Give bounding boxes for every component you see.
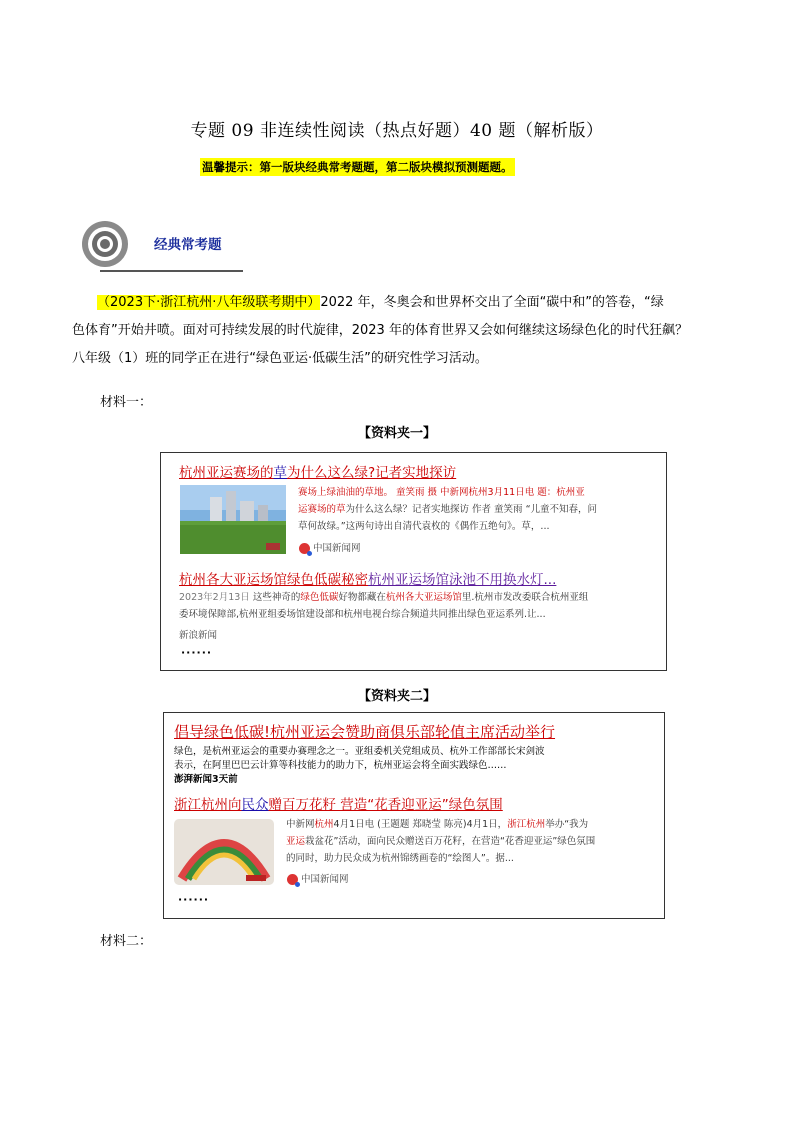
news-title-1[interactable]: 杭州亚运赛场的草为什么这么绿?记者实地探访 <box>179 465 457 481</box>
news-title-2[interactable]: 杭州各大亚运场馆绿色低碳秘密杭州亚运场馆泳池不用换水灯... <box>179 572 557 588</box>
section-divider <box>100 270 243 272</box>
page-title: 专题 09 非连续性阅读（热点好题）40 题（解析版） <box>190 121 604 141</box>
material-2-label: 材料二： <box>100 934 153 949</box>
news-source-3[interactable]: 澎湃新闻 <box>174 774 213 785</box>
intro-paragraph <box>97 289 737 317</box>
news-title-3[interactable]: 倡导绿色低碳!杭州亚运会赞助商俱乐部轮值主席活动举行 <box>174 723 556 741</box>
news-source-2[interactable]: 新浪新闻 <box>179 630 218 641</box>
news-snippet-2: 2023年2月13日 这些神奇的绿色低碳好物都藏在杭州各大亚运场馆里.杭州市发改委联合杭州亚组 委环境保障部,杭州亚组委场馆建设部和杭州电视台综合频道共同推出绿色亚运系列.让... <box>179 592 589 620</box>
intro-line-1: 2022 年，冬奥会和世界杯交出了全面“碳中和”的答卷，“绿 <box>320 295 664 310</box>
stadium-thumbnail <box>180 485 286 554</box>
ellipsis-2: ······ <box>178 893 210 906</box>
target-icon <box>80 219 130 269</box>
folder-1-label: 【资料夹一】 <box>357 426 436 441</box>
news-source-icon <box>287 874 298 885</box>
intro-line-2: 色体育”开始井喷。面对可持续发展的时代旋律，2023 年的体育世界又会如何继续这场绿色化的时代狂飙？ <box>72 323 688 338</box>
news-time-3: 3天前 <box>212 774 238 785</box>
intro-line-3: 八年级（1）班的同学正在进行“绿色亚运·低碳生活”的研究性学习活动。 <box>72 351 488 366</box>
folder-2-box <box>163 712 665 919</box>
flowers-thumbnail <box>174 819 274 885</box>
news-source-1[interactable]: 中国新闻网 <box>299 540 361 554</box>
folder-1-box <box>160 452 667 671</box>
ellipsis-1: ······ <box>181 646 213 659</box>
news-source-icon <box>299 543 310 554</box>
tip-banner: 温馨提示：第一版块经典常考题题，第二版块模拟预测题题。 <box>202 160 513 174</box>
section-label: 经典常考题 <box>154 237 222 253</box>
news-source-4[interactable]: 中国新闻网 <box>287 871 349 885</box>
news-snippet-4: 中新网杭州4月1日电 (王题题 郑晓莹 陈亮)4月1日，浙江杭州举办“我为 亚运栽盆花”活动，面向民众赠送百万花籽，在营造“花香迎亚运”绿色氛围 的同时，助力民众成为杭州锦绣画卷的“绘图人”。据... <box>286 819 596 864</box>
news-title-4[interactable]: 浙江杭州向民众赠百万花籽 营造“花香迎亚运”绿色氛围 <box>174 797 503 813</box>
source-tag: （2023下·浙江杭州·八年级联考期中） <box>97 295 321 310</box>
folder-2-label: 【资料夹二】 <box>357 689 436 704</box>
news-snippet-3: 绿色，是杭州亚运会的重要办赛理念之一。亚组委机关党组成员、杭外工作部部长宋剑波 表示，在阿里巴巴云计算等科技能力的助力下，杭州亚运会将全面实践绿色…… 澎湃新闻3天前 <box>174 746 545 785</box>
material-1-label: 材料一： <box>100 395 153 410</box>
news-snippet-1: 赛场上绿油油的草地。 童笑雨 摄 中新网杭州3月11日电 题：杭州亚 运赛场的草为什么这么绿？记者实地探访 作者 童笑雨 “儿童不知春，问 草何故绿。”这两句诗出自清代袁枚的《偶作五绝句》。草，... <box>298 487 597 532</box>
